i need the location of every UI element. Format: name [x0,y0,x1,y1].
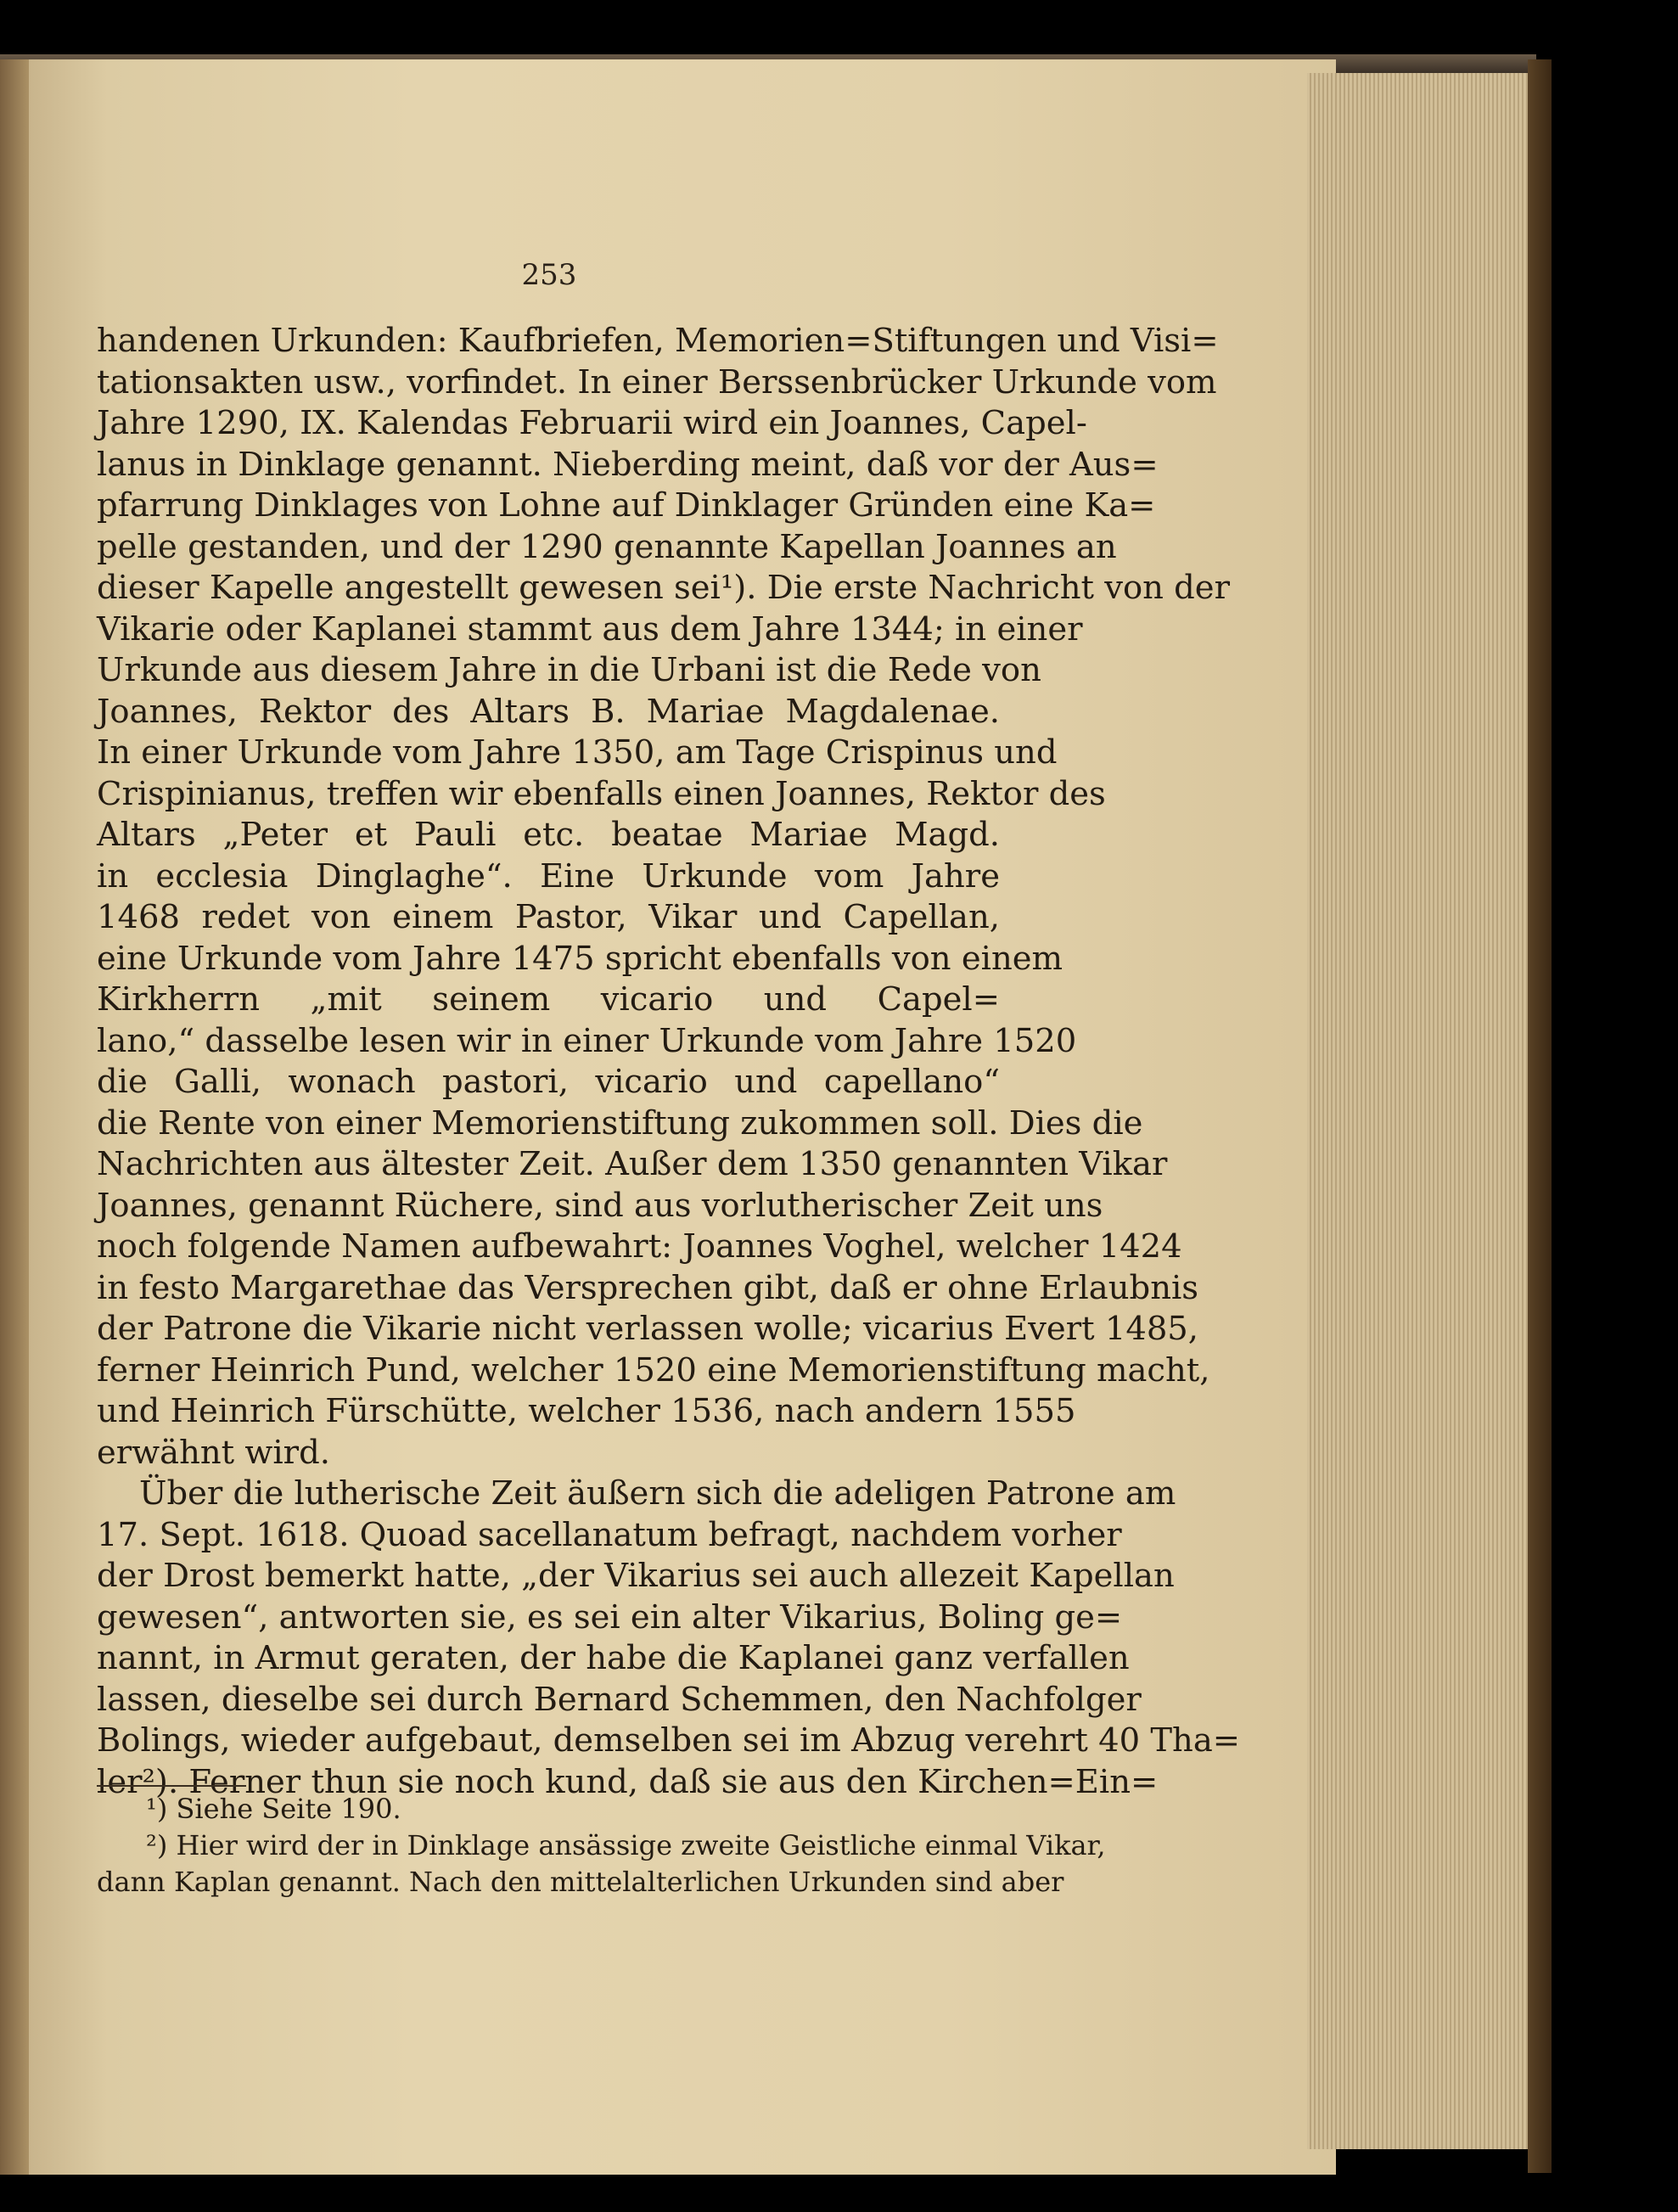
page-number: 253 [521,258,577,292]
paragraph-end-line: erwähnt wird. [97,1433,330,1472]
text-line: lassen, dieselbe sei durch Bernard Schemmen, den Nachfolger [97,1680,1142,1719]
text-line: die Galli, wonach pastori, vicario und capellano“ [97,1063,1000,1101]
text-line: Joannes, Rektor des Altars B. Mariae Magdalenae. [97,692,1000,731]
text-line: Kirkherrn „mit seinem vicario und Capel= [97,980,1000,1019]
text-line: Altars „Peter et Pauli etc. beatae Mariae Magd. [97,816,1000,854]
text-line: handenen Urkunden: Kaufbriefen, Memorien=Stiftungen und Visi= [97,322,1219,360]
text-line: Joannes, genannt Rüchere, sind aus vorlutherischer Zeit uns [97,1186,1103,1225]
text-line: Urkunde aus diesem Jahre in die Urbani ist die Rede von [97,651,1041,689]
text-line: tationsakten usw., vorfindet. In einer Berssenbrücker Urkunde vom [97,362,1217,401]
footnote-2-continued: dann Kaplan genannt. Nach den mittelalterlichen Urkunden sind aber [97,1866,1064,1898]
text-line: gewesen“, antworten sie, es sei ein alter Vikarius, Boling ge= [97,1597,1123,1637]
footnotes [97,1791,1106,1900]
book-cover-right [1528,59,1552,2173]
text-line: lano,“ dasselbe lesen wir in einer Urkunde vom Jahre 1520 [97,1021,1077,1060]
text-line: pfarrung Dinklages von Lohne auf Dinklager Gründen eine Ka= [97,486,1156,525]
text-line: die Rente von einer Memorienstiftung zukommen soll. Dies die [97,1103,1143,1142]
text-line: noch folgende Namen aufbewahrt: Joannes Voghel, welcher 1424 [97,1227,1182,1266]
text-line: Nachrichten aus ältester Zeit. Außer dem 1350 genannten Vikar [97,1145,1168,1183]
text-line: 1468 redet von einem Pastor, Vikar und Capellan, [97,898,1000,936]
text-line: dieser Kapelle angestellt gewesen sei¹). Die erste Nachricht von der [97,569,1230,607]
text-line: pelle gestanden, und der 1290 genannte Kapellan Joannes an [97,527,1117,566]
text-line: der Drost bemerkt hatte, „der Vikarius sei auch allezeit Kapellan [97,1557,1175,1595]
footnote-1: ¹) Siehe Seite 190. [146,1793,401,1825]
body-text [97,321,1241,1803]
text-line: ferner Heinrich Pund, welcher 1520 eine Memorienstiftung macht, [97,1350,1210,1390]
text-line: in festo Margarethae das Versprechen gibt, daß er ohne Erlaubnis [97,1268,1199,1307]
footnote-rule [97,1785,246,1787]
text-line: 17. Sept. 1618. Quoad sacellanatum befragt, nachdem vorher [97,1515,1122,1554]
text-line: Jahre 1290, IX. Kalendas Februarii wird ein Joannes, Capel- [97,404,1087,442]
text-line: Crispinianus, treffen wir ebenfalls einen Joannes, Rektor des [97,774,1106,813]
footnote-2: ²) Hier wird der in Dinklage ansässige zweite Geistliche einmal Vikar, [146,1829,1106,1861]
text-line: ler²). Ferner thun sie noch kund, daß sie aus den Kirchen=Ein= [97,1762,1159,1801]
text-line: In einer Urkunde vom Jahre 1350, am Tage Crispinus und [97,733,1058,772]
text-line: und Heinrich Fürschütte, welcher 1536, nach andern 1555 [97,1392,1076,1430]
text-line: eine Urkunde vom Jahre 1475 spricht ebenfalls von einem [97,939,1063,978]
paragraph-start-line: Über die lutherische Zeit äußern sich die adeligen Patrone am [139,1474,1176,1513]
text-line: lanus in Dinklage genannt. Nieberding meint, daß vor der Aus= [97,445,1159,484]
page-block-edges [1307,73,1536,2149]
text-line: Vikarie oder Kaplanei stammt aus dem Jahre 1344; in einer [97,609,1083,648]
text-line: nannt, in Armut geraten, der habe die Kaplanei ganz verfallen [97,1639,1130,1677]
text-line: in ecclesia Dinglaghe“. Eine Urkunde vom Jahre [97,856,1000,895]
text-line: der Patrone die Vikarie nicht verlassen wolle; vicarius Evert 1485, [97,1310,1199,1348]
text-line: Bolings, wieder aufgebaut, demselben sei im Abzug verehrt 40 Tha= [97,1721,1241,1760]
